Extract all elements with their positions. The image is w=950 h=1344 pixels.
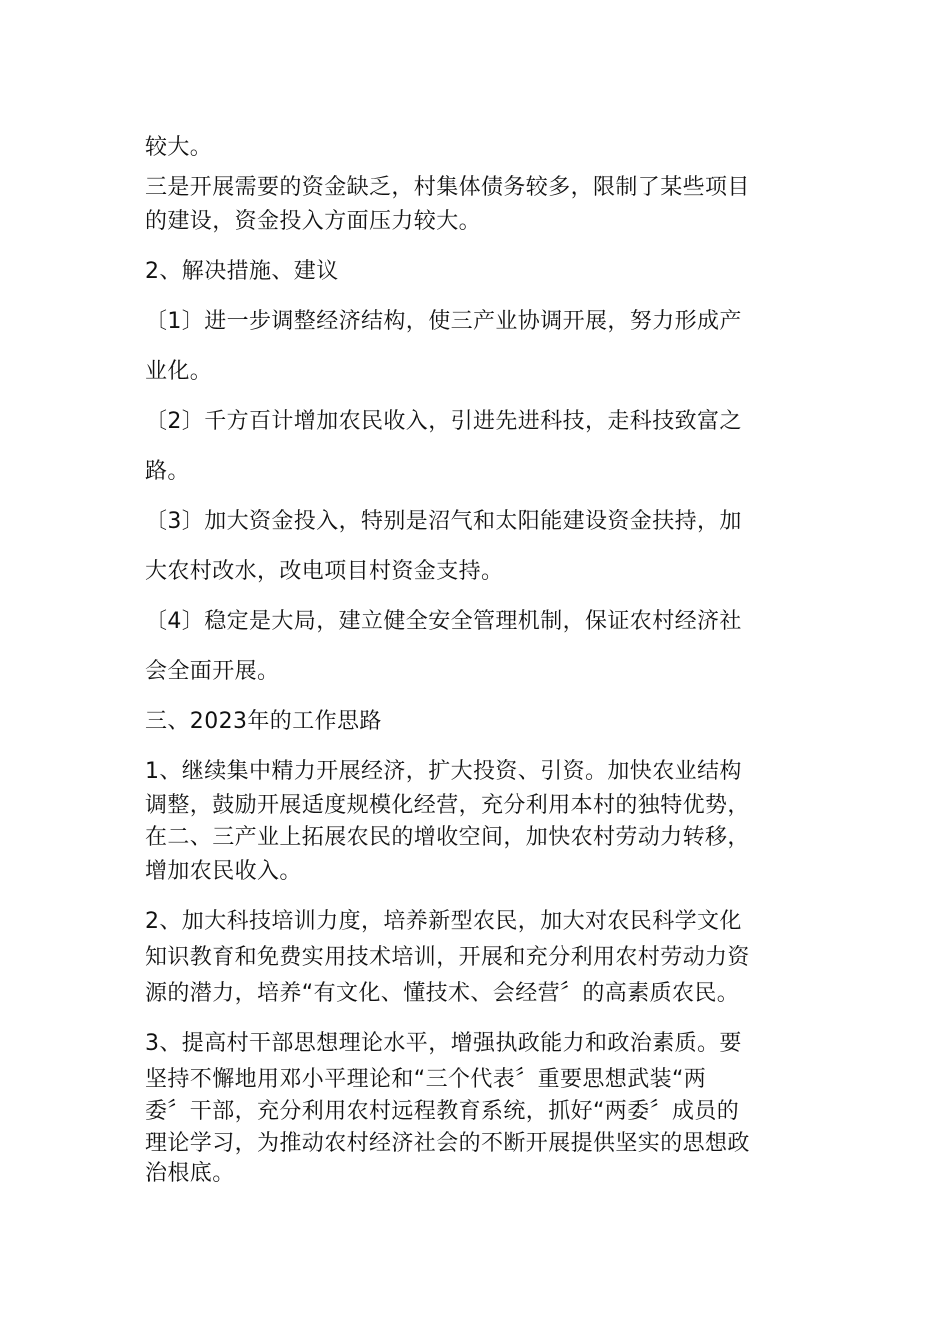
text-line: 3、提高村干部思想理论水平，增强执政能力和政治素质。要 (145, 1031, 742, 1056)
text-line: 〔3〕加大资金投入，特别是沼气和太阳能建设资金扶持，加 (145, 509, 742, 534)
text-line: 的建设，资金投入方面压力较大。 (145, 209, 482, 234)
text-line: 调整，鼓励开展适度规模化经营，充分利用本村的独特优势， (145, 793, 750, 818)
section-heading: 三、2023年的工作思路 (145, 709, 382, 734)
text-line: 知识教育和免费实用技术培训，开展和充分利用农村劳动力资 (145, 945, 750, 970)
text-line: 较大。 (145, 135, 213, 160)
text-line: 坚持不懈地用邓小平理论和“三个代表〞重要思想武装“两 (145, 1067, 707, 1092)
text-line: 会全面开展。 (145, 659, 280, 684)
text-line: 大农村改水，改电项目村资金支持。 (145, 559, 504, 584)
text-line: 治根底。 (145, 1161, 235, 1186)
text-line: 增加农民收入。 (145, 859, 302, 884)
text-line: 委〞干部，充分利用农村远程教育系统，抓好“两委〞成员的 (145, 1099, 740, 1124)
text-line: 〔2〕千方百计增加农民收入，引进先进科技，走科技致富之 (145, 409, 742, 434)
text-line: 路。 (145, 459, 190, 484)
text-line: 1、继续集中精力开展经济，扩大投资、引资。加快农业结构 (145, 759, 742, 784)
text-line: 理论学习，为推动农村经济社会的不断开展提供坚实的思想政 (145, 1131, 750, 1156)
text-line: 源的潜力，培养“有文化、懂技术、会经营〞的高素质农民。 (145, 981, 740, 1006)
text-line: 在二、三产业上拓展农民的增收空间，加快农村劳动力转移， (145, 825, 750, 850)
text-line: 〔4〕稳定是大局，建立健全安全管理机制，保证农村经济社 (145, 609, 742, 634)
text-line: 〔1〕进一步调整经济结构，使三产业协调开展，努力形成产 (145, 309, 742, 334)
text-line: 业化。 (145, 359, 213, 384)
section-heading: 2、解决措施、建议 (145, 259, 339, 284)
text-line: 2、加大科技培训力度，培养新型农民，加大对农民科学文化 (145, 909, 742, 934)
text-line: 三是开展需要的资金缺乏，村集体债务较多，限制了某些项目 (145, 175, 750, 200)
